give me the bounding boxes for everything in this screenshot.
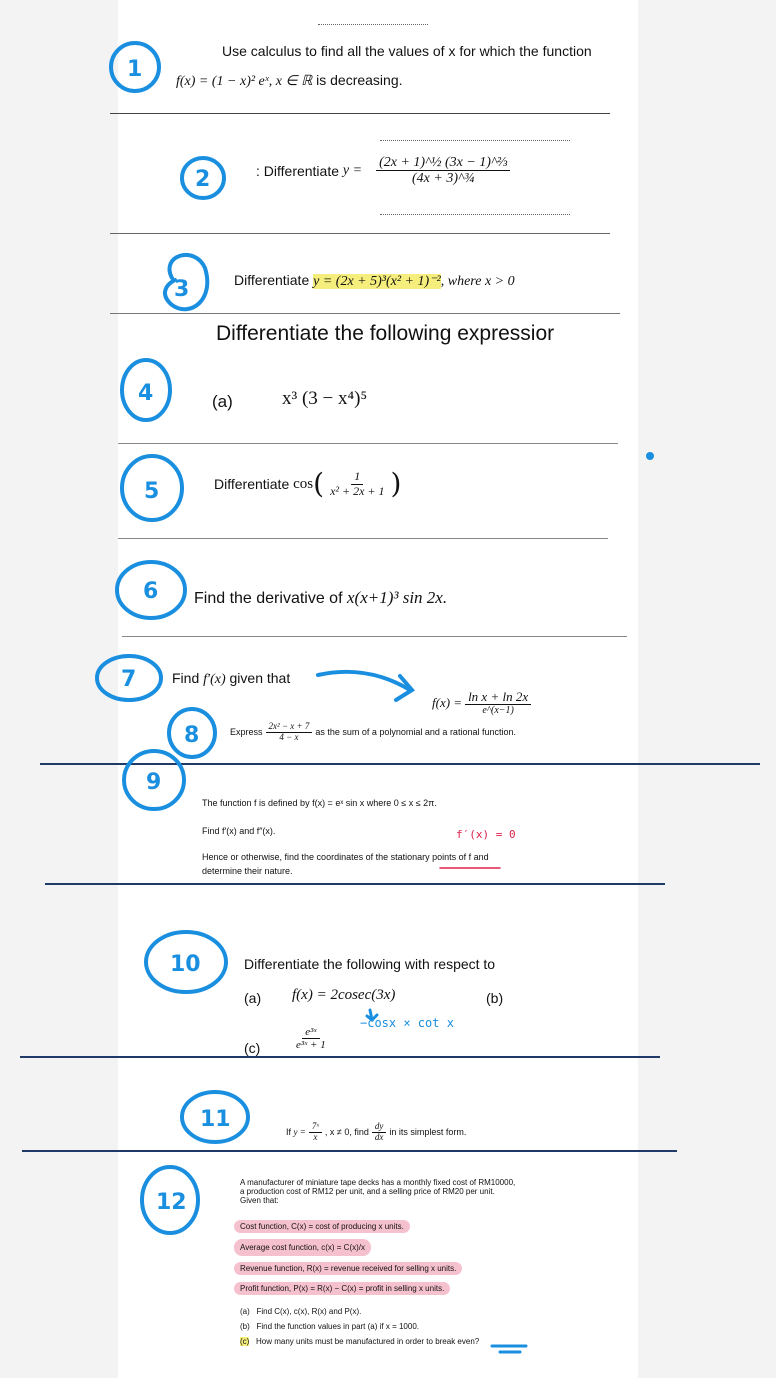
number-1-icon: 1 xyxy=(127,57,143,82)
q5-paren-open: ( xyxy=(313,467,325,500)
q11-if: If xyxy=(286,1127,292,1138)
q12-part-c xyxy=(240,1334,479,1349)
q7-text: Find xyxy=(172,670,200,686)
q1-function: f(x) = (1 − x)² eˣ, x ∈ ℝ xyxy=(176,74,313,89)
q6-text: Find the derivative of xyxy=(194,590,343,607)
q2-numerator: (2x + 1)^½ (3x − 1)^⅔ xyxy=(376,155,510,171)
q4-expression: x³ (3 − x⁴)⁵ xyxy=(282,388,368,409)
separator xyxy=(45,883,665,885)
number-11-icon: 11 xyxy=(200,1107,231,1132)
worksheet-bottom xyxy=(150,720,628,1378)
separator xyxy=(110,113,610,114)
q12-def-average-cost: Average cost function, c(x) = C(x)/x xyxy=(234,1239,371,1256)
q2-label: : Differentiate xyxy=(256,162,340,179)
q11 xyxy=(286,1122,466,1143)
q10-denominator-c: e³ˣ + 1 xyxy=(296,1039,326,1052)
q11-denominator: x xyxy=(313,1131,318,1142)
q12-def-revenue: Revenue function, R(x) = revenue received for selling x units. xyxy=(234,1262,462,1275)
q6 xyxy=(194,588,447,608)
q1-line2 xyxy=(176,72,403,90)
q8-label: Express xyxy=(230,727,263,738)
separator xyxy=(118,538,608,539)
q12-intro xyxy=(240,1178,515,1206)
q2-denominator: (4x + 3)^¾ xyxy=(412,171,475,187)
q8-fraction xyxy=(266,722,313,743)
q3 xyxy=(234,272,515,290)
q12-intro-line2: a production cost of RM12 per unit, and a selling price of RM20 per unit. xyxy=(240,1187,495,1197)
q7-line xyxy=(172,670,290,688)
q5-numerator: 1 xyxy=(351,470,363,484)
q2-lhs: y = xyxy=(342,162,363,178)
q3-expression: y = (2x + 5)³(x² + 1)⁻² xyxy=(313,274,441,289)
q10-expression-c xyxy=(290,1026,332,1051)
number-3-icon: 3 xyxy=(174,277,190,302)
q10-part-a: (a) xyxy=(244,990,262,1006)
q11-numerator: 7ˣ xyxy=(309,1122,322,1133)
q9-line4: determine their nature. xyxy=(202,866,293,876)
separator xyxy=(110,233,610,234)
q12-part-a xyxy=(240,1304,479,1319)
number-6-icon: 6 xyxy=(143,579,159,604)
separator xyxy=(20,1056,660,1058)
q12-part-b xyxy=(240,1319,479,1334)
ink-dot-icon xyxy=(646,452,654,460)
q11-condition: , x ≠ 0, find xyxy=(324,1127,369,1138)
q12-part-c-text: How many units must be manufactured in order to break even? xyxy=(256,1337,480,1347)
q12-part-a-text: Find C(x), c(x), R(x) and P(x). xyxy=(256,1307,362,1316)
q6-expression: x(x+1)³ sin 2x. xyxy=(346,588,448,607)
number-8-icon: 8 xyxy=(184,723,200,748)
q12-part-b-label: (b) xyxy=(240,1322,250,1332)
q7-denominator: e^(x−1) xyxy=(482,705,514,717)
q10-part-b: (b) xyxy=(486,990,504,1006)
separator xyxy=(110,313,620,314)
number-9-icon: 9 xyxy=(146,770,162,795)
q10-part-c: (c) xyxy=(244,1040,261,1056)
q2-fraction xyxy=(376,155,510,187)
q3-tail: , where x > 0 xyxy=(440,274,515,289)
q7-lhs: f(x) = xyxy=(432,695,463,711)
number-7-icon: 7 xyxy=(121,667,137,692)
q11-dy: dy xyxy=(372,1122,387,1133)
q12-part-b-text: Find the function values in part (a) if x = 1000. xyxy=(256,1322,419,1332)
dotted-rule xyxy=(380,140,570,141)
dotted-rule xyxy=(318,24,428,25)
q12-part-c-label: (c) xyxy=(240,1337,250,1347)
q1-line1: Use calculus to find all the values of x for which the function xyxy=(222,43,592,59)
number-5-icon: 5 xyxy=(144,479,160,504)
number-10-icon: 10 xyxy=(170,952,201,977)
q3-label: Differentiate xyxy=(234,272,310,288)
q5-func: cos xyxy=(293,475,314,492)
separator xyxy=(40,763,760,765)
separator xyxy=(22,1150,677,1152)
q8 xyxy=(230,722,516,743)
q7-fprime: f′(x) xyxy=(203,672,226,687)
q5-denominator: x² + 2x + 1 xyxy=(330,483,385,498)
q5-label: Differentiate xyxy=(214,476,290,492)
q11-derivative xyxy=(372,1122,387,1143)
q12-def-profit: Profit function, P(x) = R(x) − C(x) = profit in selling x units. xyxy=(234,1282,450,1295)
q10-fraction-c xyxy=(293,1026,329,1051)
q12-intro-line3: Given that: xyxy=(240,1196,279,1206)
q5 xyxy=(214,467,402,500)
q7-function xyxy=(432,690,534,716)
q12-def-cost: Cost function, C(x) = cost of producing x units. xyxy=(234,1220,410,1233)
dotted-rule xyxy=(380,214,570,215)
q8-tail: as the sum of a polynomial and a rational function. xyxy=(315,727,516,738)
q10-handwritten-note: −cosx × cot x xyxy=(360,1016,454,1030)
q9-line1: The function f is defined by f(x) = eˣ sin x where 0 ≤ x ≤ 2π. xyxy=(202,798,437,808)
q12-part-a-label: (a) xyxy=(240,1307,250,1316)
number-4-icon: 4 xyxy=(138,381,154,406)
number-2-icon: 2 xyxy=(195,167,211,192)
q11-tail: in its simplest form. xyxy=(389,1127,467,1138)
q11-fraction xyxy=(309,1122,322,1143)
q7-given: given that xyxy=(229,670,291,686)
q4-heading: Differentiate the following expressior xyxy=(216,322,555,345)
q5-fraction xyxy=(327,470,387,497)
q7-fraction xyxy=(465,690,531,716)
q9-line2: Find f′(x) and f″(x). xyxy=(202,826,276,836)
q10-numerator-c: e³ˣ xyxy=(302,1026,319,1039)
q8-denominator: 4 − x xyxy=(279,731,299,742)
separator xyxy=(122,636,627,637)
q11-dx: dx xyxy=(374,1131,384,1142)
q9-line3: Hence or otherwise, find the coordinates of the stationary points of f and xyxy=(202,852,489,862)
q1-tail: is decreasing. xyxy=(316,72,403,88)
q12-parts xyxy=(240,1304,479,1350)
q2 xyxy=(256,155,513,187)
separator xyxy=(118,443,618,444)
q10-heading: Differentiate the following with respect to xyxy=(244,956,496,972)
q10-expression-a: f(x) = 2cosec(3x) xyxy=(292,987,396,1003)
q5-paren-close: ) xyxy=(390,467,402,500)
q7-numerator: ln x + ln 2x xyxy=(465,690,531,705)
q11-y: y = xyxy=(293,1127,306,1138)
q9-handwritten-note: f′(x) = 0 xyxy=(456,828,516,841)
q12-intro-line1: A manufacturer of miniature tape decks has a monthly fixed cost of RM10000, xyxy=(240,1178,516,1187)
q4-part: (a) xyxy=(212,392,233,411)
q8-numerator: 2x² − x + 7 xyxy=(266,722,313,733)
number-12-icon: 12 xyxy=(156,1190,187,1215)
